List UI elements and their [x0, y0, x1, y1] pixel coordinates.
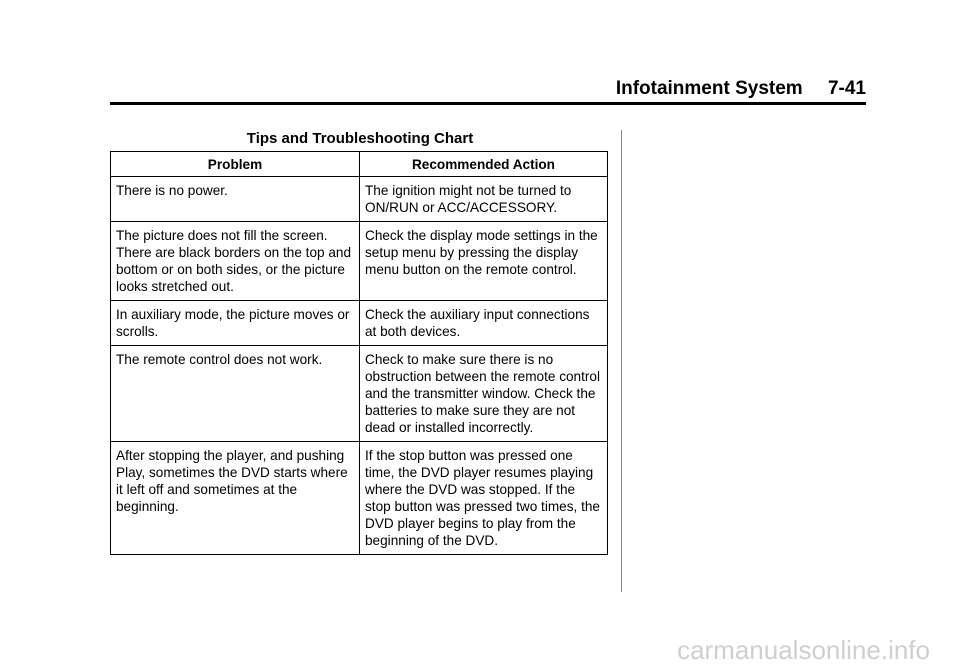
header-text: [616, 78, 866, 100]
table-header-row: [111, 152, 608, 177]
action-cell: Check the auxiliary input connections at both devices.: [360, 301, 608, 346]
page-header: [110, 78, 866, 104]
problem-cell: In auxiliary mode, the picture moves or scrolls.: [111, 301, 360, 346]
troubleshooting-table: [110, 151, 608, 555]
column-divider: [621, 130, 622, 592]
column-header-recommended-action: Recommended Action: [360, 152, 608, 177]
table-row: [111, 442, 608, 555]
action-cell: Check to make sure there is no obstruction between the remote control and the transmitter window. Check the batteries to make sure they are not dead or installed incorrectly.: [360, 346, 608, 442]
problem-cell: There is no power.: [111, 177, 360, 222]
chart-title: Tips and Troubleshooting Chart: [246, 130, 474, 147]
header-page-number: 7-41: [827, 78, 866, 99]
table-row: [111, 177, 608, 222]
column-header-problem: Problem: [111, 152, 360, 177]
header-section-title: Infotainment System: [615, 78, 803, 99]
watermark: carmanualsonline.info: [677, 635, 930, 665]
table-row: [111, 301, 608, 346]
action-cell: The ignition might not be turned to ON/RUN or ACC/ACCESSORY.: [360, 177, 608, 222]
table-row: [111, 346, 608, 442]
problem-cell: The picture does not fill the screen. There are black borders on the top and bottom or on both sides, or the picture looks stretched out.: [111, 222, 360, 301]
problem-cell: After stopping the player, and pushing Play, sometimes the DVD starts where it left off and sometimes at the beginning.: [111, 442, 360, 555]
header-rule: [110, 102, 866, 105]
action-cell: Check the display mode settings in the setup menu by pressing the display menu button on the remote control.: [360, 222, 608, 301]
problem-cell: The remote control does not work.: [111, 346, 360, 442]
action-cell: If the stop button was pressed one time, the DVD player resumes playing where the DVD was stopped. If the stop button was pressed two times, the DVD player begins to play from the beginning of the DVD.: [360, 442, 608, 555]
table-row: [111, 222, 608, 301]
